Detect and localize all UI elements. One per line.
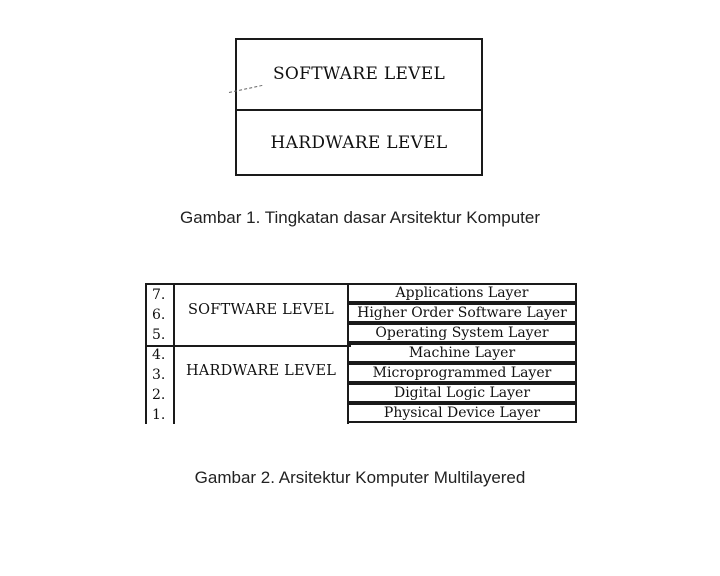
hardware-level-label: HARDWARE LEVEL: [270, 133, 448, 153]
software-level-group-label: SOFTWARE LEVEL: [187, 302, 335, 318]
multilayer-architecture-diagram: [145, 283, 577, 424]
layer-column: [349, 283, 577, 424]
layer-number-5: 5.: [152, 327, 166, 343]
hardware-level-group-label: HARDWARE LEVEL: [185, 363, 337, 379]
scan-artifact-mark: [229, 85, 262, 93]
layer-higher-order-software: Higher Order Software Layer: [349, 303, 577, 323]
layer-number-column: [145, 283, 173, 424]
layer-number-2: 2.: [152, 387, 166, 403]
layer-operating-system: Operating System Layer: [349, 323, 577, 343]
layer-number-7: 7.: [152, 287, 166, 303]
software-level-label: SOFTWARE LEVEL: [272, 64, 446, 84]
figure-2-caption: Gambar 2. Arsitektur Komputer Multilayered: [194, 468, 526, 487]
layer-machine: Machine Layer: [349, 343, 577, 363]
figure-1-caption: Gambar 1. Tingkatan dasar Arsitektur Komputer: [179, 208, 540, 227]
layer-applications: Applications Layer: [349, 283, 577, 303]
layer-digital-logic: Digital Logic Layer: [349, 383, 577, 403]
number-column-divider: [147, 345, 175, 347]
layer-number-3: 3.: [152, 367, 166, 383]
layer-number-1: 1.: [152, 407, 166, 423]
layer-number-6: 6.: [152, 307, 166, 323]
level-column-divider: [175, 345, 351, 347]
layer-physical-device: Physical Device Layer: [349, 403, 577, 423]
layer-microprogrammed: Microprogrammed Layer: [349, 363, 577, 383]
level-divider: [237, 109, 481, 111]
layer-number-4: 4.: [152, 347, 166, 363]
basic-levels-diagram: [235, 38, 483, 176]
